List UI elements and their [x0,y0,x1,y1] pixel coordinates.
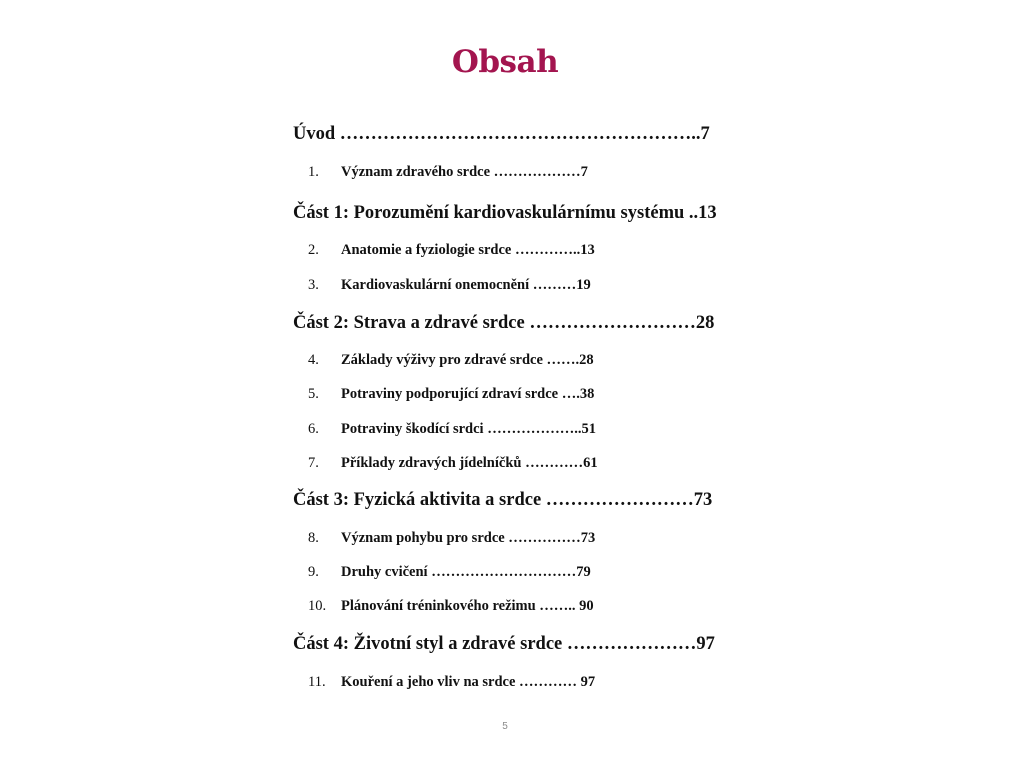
toc-item-2 [308,242,595,259]
page-number: 5 [502,721,508,732]
toc-item-11 [308,674,595,691]
toc-entry-text: Kouření a jeho vliv na srdce ………… 97 [341,674,596,690]
toc-item-number: 11. [308,674,326,690]
toc-item-number: 7. [308,455,319,471]
toc-entry-text: Význam zdravého srdce ………………7 [341,164,588,180]
toc-item-number: 4. [308,352,319,368]
toc-item-number: 5. [308,386,319,402]
toc-part-uvod [293,124,710,145]
toc-item-number: 1. [308,164,319,180]
toc-item-9 [308,564,591,581]
toc-entry-text: Část 2: Strava a zdravé srdce ………………………28 [293,313,715,333]
toc-item-number: 8. [308,530,319,546]
toc-part-3 [293,490,712,511]
toc-entry-text: Druhy cvičení …………………………79 [341,564,591,580]
toc-entry-text: Část 1: Porozumění kardiovaskulárnímu systému ..13 [293,203,717,223]
toc-entry-text: Příklady zdravých jídelníčků …………61 [341,455,598,471]
toc-entry-text: Základy výživy pro zdravé srdce …….28 [341,352,594,368]
toc-item-number: 3. [308,277,319,293]
toc-item-7 [308,455,598,472]
toc-item-number: 6. [308,421,319,437]
toc-item-10 [308,598,594,615]
toc-part-4 [293,634,715,655]
toc-item-4 [308,352,594,369]
toc-item-8 [308,530,595,547]
toc-entry-text: Úvod …………………………………………………..7 [293,124,710,144]
toc-item-3 [308,277,591,294]
toc-part-1 [293,203,717,224]
toc-item-6 [308,421,596,438]
toc-entry-text: Potraviny podporující zdraví srdce ….38 [341,386,595,402]
toc-entry-text: Plánování tréninkového režimu …….. 90 [341,598,594,614]
toc-item-number: 9. [308,564,319,580]
toc-entry-text: Anatomie a fyziologie srdce …………..13 [341,242,595,258]
page-title: Obsah [451,44,559,80]
toc-item-1 [308,164,588,181]
toc-entry-text: Část 3: Fyzická aktivita a srdce ……………………73 [293,490,713,510]
toc-item-number: 10. [308,598,327,614]
toc-entry-text: Význam pohybu pro srdce ……………73 [341,530,596,546]
toc-part-2 [293,313,714,334]
toc-item-number: 2. [308,242,319,258]
toc-entry-text: Část 4: Životní styl a zdravé srdce …………………97 [293,634,715,654]
toc-item-5 [308,386,594,403]
toc-entry-text: Kardiovaskulární onemocnění ………19 [341,277,591,293]
toc-entry-text: Potraviny škodící srdci ………………..51 [341,421,596,437]
